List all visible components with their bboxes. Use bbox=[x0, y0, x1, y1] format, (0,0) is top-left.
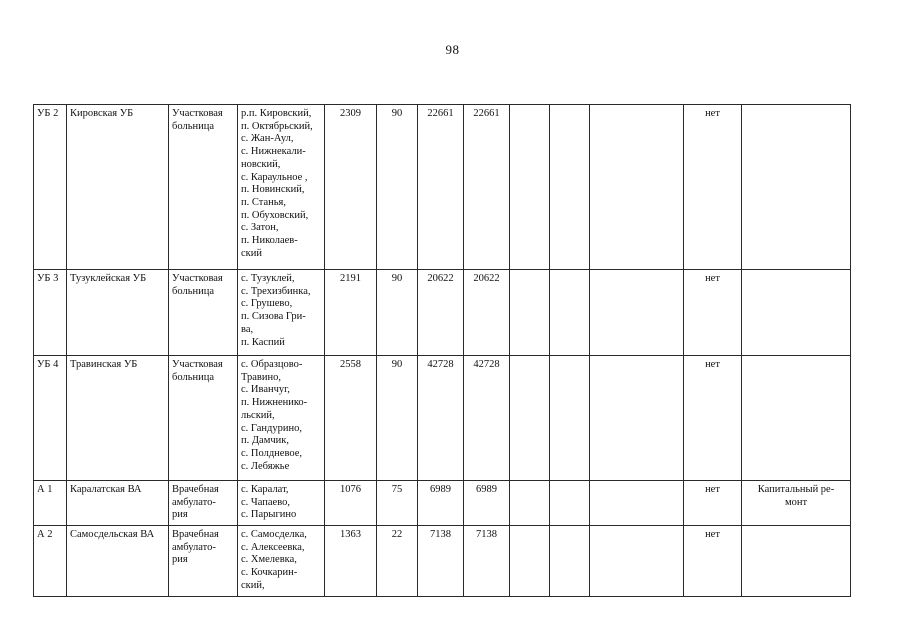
empty-cell bbox=[550, 105, 590, 270]
facility-name: Самосдельская ВА bbox=[67, 526, 169, 597]
flag-cell: нет bbox=[684, 105, 742, 270]
empty-cell bbox=[510, 356, 550, 481]
value-cell-2: 75 bbox=[377, 481, 418, 526]
note-cell bbox=[742, 270, 851, 356]
note-cell bbox=[742, 356, 851, 481]
row-code: УБ 3 bbox=[34, 270, 67, 356]
value-cell-3: 20622 bbox=[418, 270, 464, 356]
population-cell: 1076 bbox=[325, 481, 377, 526]
table-row bbox=[34, 526, 851, 597]
table-row bbox=[34, 105, 851, 270]
flag-cell: нет bbox=[684, 481, 742, 526]
facility-name: Травинская УБ bbox=[67, 356, 169, 481]
facility-name: Каралатская ВА bbox=[67, 481, 169, 526]
row-code: А 2 bbox=[34, 526, 67, 597]
empty-cell bbox=[590, 105, 684, 270]
facility-name: Тузуклейская УБ bbox=[67, 270, 169, 356]
table-row bbox=[34, 270, 851, 356]
row-code: УБ 2 bbox=[34, 105, 67, 270]
value-cell-4: 6989 bbox=[464, 481, 510, 526]
served-settlements: с. Каралат, с. Чапаево, с. Парыгино bbox=[238, 481, 325, 526]
empty-cell bbox=[590, 481, 684, 526]
flag-cell: нет bbox=[684, 270, 742, 356]
empty-cell bbox=[550, 270, 590, 356]
population-cell: 1363 bbox=[325, 526, 377, 597]
served-settlements: с. Тузуклей, с. Трехизбинка, с. Грушево, п. Сизова Гри- ва, п. Каспий bbox=[238, 270, 325, 356]
empty-cell bbox=[510, 270, 550, 356]
served-settlements: с. Образцово- Травино, с. Иванчуг, п. Нижненико- льский, с. Гандурино, п. Дамчик, с. Полдневое, с. Лебяжье bbox=[238, 356, 325, 481]
empty-cell bbox=[590, 526, 684, 597]
page-number: 98 bbox=[445, 42, 460, 57]
note-cell bbox=[742, 105, 851, 270]
row-code: УБ 4 bbox=[34, 356, 67, 481]
facilities-table bbox=[33, 104, 851, 597]
value-cell-4: 42728 bbox=[464, 356, 510, 481]
population-cell: 2558 bbox=[325, 356, 377, 481]
value-cell-3: 22661 bbox=[418, 105, 464, 270]
flag-cell: нет bbox=[684, 356, 742, 481]
facility-type: Участковая больница bbox=[169, 270, 238, 356]
value-cell-4: 7138 bbox=[464, 526, 510, 597]
table-row bbox=[34, 481, 851, 526]
value-cell-2: 90 bbox=[377, 270, 418, 356]
empty-cell bbox=[590, 356, 684, 481]
table-row bbox=[34, 356, 851, 481]
note-cell: Капитальный ре- монт bbox=[742, 481, 851, 526]
empty-cell bbox=[550, 526, 590, 597]
facility-type: Врачебная амбулато- рия bbox=[169, 481, 238, 526]
value-cell-4: 20622 bbox=[464, 270, 510, 356]
population-cell: 2309 bbox=[325, 105, 377, 270]
empty-cell bbox=[510, 526, 550, 597]
served-settlements: с. Самосделка, с. Алексеевка, с. Хмелевка, с. Кочкарин- ский, bbox=[238, 526, 325, 597]
value-cell-3: 6989 bbox=[418, 481, 464, 526]
flag-cell: нет bbox=[684, 526, 742, 597]
note-cell bbox=[742, 526, 851, 597]
facility-name: Кировская УБ bbox=[67, 105, 169, 270]
empty-cell bbox=[550, 356, 590, 481]
served-settlements: р.п. Кировский, п. Октябрьский, с. Жан-Аул, с. Нижнекали- новский, с. Караульное , п. Новинский, п. Станья, п. Обуховский, с. Затон, п. Николаев- ский bbox=[238, 105, 325, 270]
value-cell-2: 90 bbox=[377, 356, 418, 481]
facility-type: Врачебная амбулато- рия bbox=[169, 526, 238, 597]
value-cell-2: 90 bbox=[377, 105, 418, 270]
empty-cell bbox=[510, 105, 550, 270]
value-cell-3: 7138 bbox=[418, 526, 464, 597]
facility-type: Участковая больница bbox=[169, 105, 238, 270]
row-code: А 1 bbox=[34, 481, 67, 526]
value-cell-3: 42728 bbox=[418, 356, 464, 481]
facility-type: Участковая больница bbox=[169, 356, 238, 481]
value-cell-2: 22 bbox=[377, 526, 418, 597]
empty-cell bbox=[510, 481, 550, 526]
empty-cell bbox=[550, 481, 590, 526]
empty-cell bbox=[590, 270, 684, 356]
value-cell-4: 22661 bbox=[464, 105, 510, 270]
population-cell: 2191 bbox=[325, 270, 377, 356]
